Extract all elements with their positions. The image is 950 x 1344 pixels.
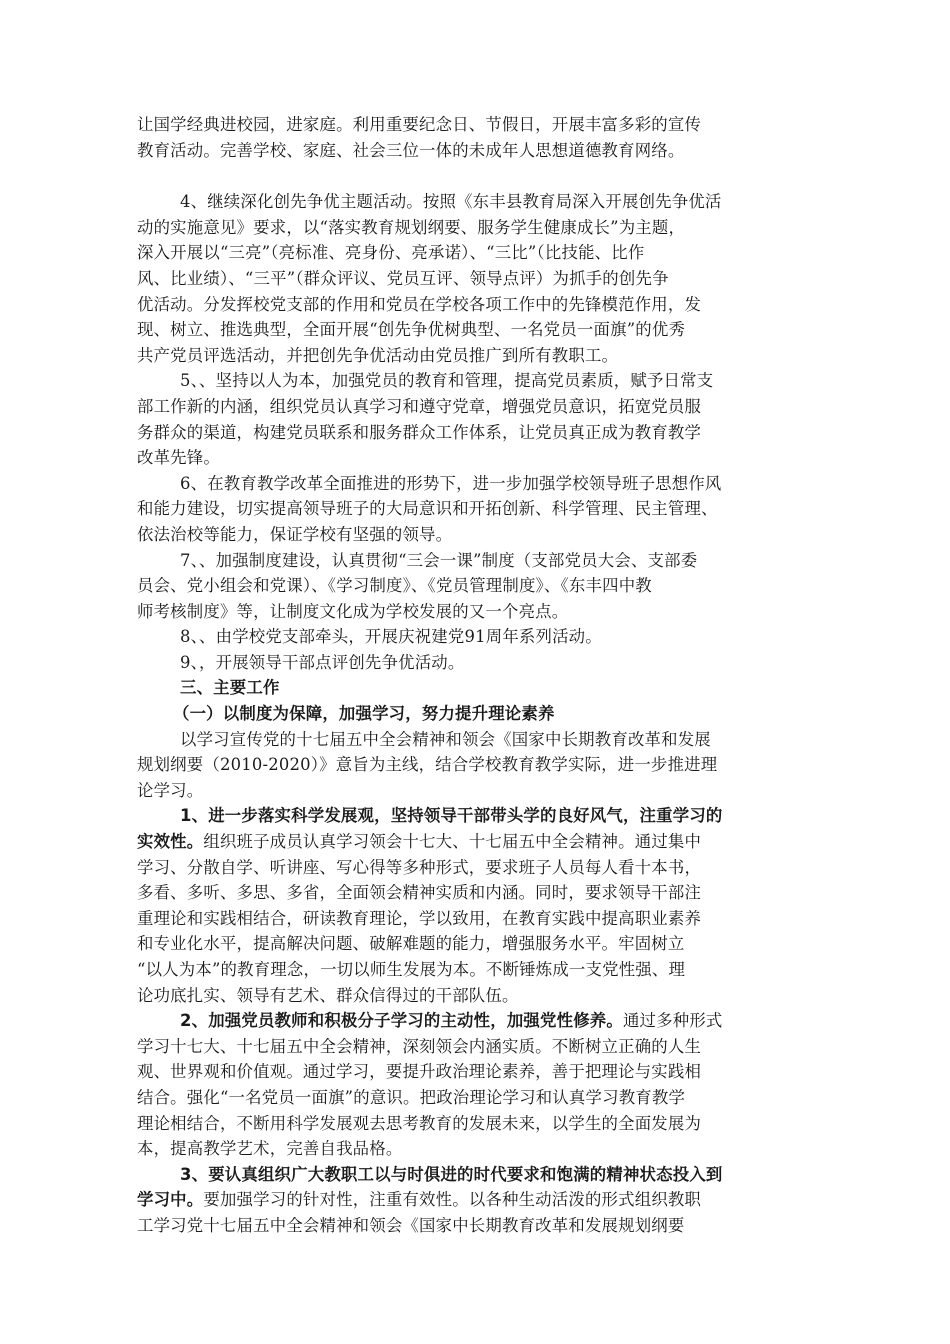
point-2-line: 观、世界观和价值观。通过学习，要提升政治理论素养，善于把理论与实践相 <box>137 1062 702 1082</box>
intro-line: 规划纲要（2010-2020）》意旨为主线，结合学校教育教学实际，进一步推进理 <box>137 755 718 775</box>
item-4-line: 共产党员评选活动，并把创先争优活动由党员推广到所有教职工。 <box>137 345 619 365</box>
point-3-heading: 3、要认真组织广大教职工以与时俱进的时代要求和饱满的精神状态投入到 <box>180 1164 723 1184</box>
paragraph-line: 教育活动。完善学校、家庭、社会三位一体的未成年人思想道德教育网络。 <box>137 140 685 160</box>
item-6-line: 依法治校等能力，保证学校有坚强的领导。 <box>137 524 453 544</box>
point-1-line: 学习、分散自学、听讲座、写心得等多种形式，要求班子人员每人看十本书， <box>137 857 702 877</box>
item-7-line: 师考核制度》等，让制度文化成为学校发展的又一个亮点。 <box>137 601 569 621</box>
point-2-line: 理论相结合，不断用科学发展观去思考教育的发展未来，以学生的全面发展为 <box>137 1113 702 1133</box>
point-1-line <box>137 829 827 855</box>
point-2-heading: 2、加强党员教师和积极分子学习的主动性，加强党性修养。 <box>180 1011 623 1031</box>
item-4-line: 4、继续深化创先争优主题活动。按照《东丰县教育局深入开展创先争优活 <box>180 192 722 212</box>
section-heading: 三、主要工作 <box>180 678 280 698</box>
item-6-line: 和能力建设，切实提高领导班子的大局意识和开拓创新、科学管理、民主管理、 <box>137 499 718 519</box>
item-4-line: 动的实施意见》要求，以“落实教育规划纲要、服务学生健康成长”为主题， <box>137 217 686 237</box>
item-5-line: 务群众的渠道，构建党员联系和服务群众工作体系，让党员真正成为教育教学 <box>137 422 702 442</box>
item-8-line: 8、、由学校党支部牵头，开展庆祝建党91周年系列活动。 <box>180 627 602 647</box>
paragraph-line: 让国学经典进校园，进家庭。利用重要纪念日、节假日，开展丰富多彩的宣传 <box>137 115 702 134</box>
item-6-line: 6、在教育教学改革全面推进的形势下，进一步加强学校领导班子思想作风 <box>180 473 722 493</box>
intro-line: 以学习宣传党的十七届五中全会精神和领会《国家中长期教育改革和发展 <box>180 729 711 749</box>
point-3-heading-tail: 学习中。 <box>137 1190 204 1210</box>
point-1-line: 论功底扎实、领导有艺术、群众信得过的干部队伍。 <box>137 985 519 1005</box>
point-1-heading: 1、进一步落实科学发展观，坚持领导干部带头学的良好风气，注重学习的 <box>180 806 723 826</box>
point-3-line <box>137 1187 827 1213</box>
intro-line: 论学习。 <box>137 780 204 800</box>
point-1-text: 组织班子成员认真学习领会十七大、十七届五中全会精神。通过集中 <box>203 832 702 852</box>
paragraph-gap <box>137 163 827 189</box>
item-5-line: 5、、坚持以人为本，加强党员的教育和管理，提高党员素质，赋予日常支 <box>180 371 714 391</box>
point-3-text: 要加强学习的针对性，注重有效性。以各种生动活泼的形式组织教职 <box>203 1190 702 1210</box>
subsection-heading: （一）以制度为保障，加强学习，努力提升理论素养 <box>173 704 555 724</box>
item-4-line: 深入开展以“三亮”（亮标准、亮身份、亮承诺）、“三比”（比技能、比作 <box>137 243 645 263</box>
point-1-heading-tail: 实效性。 <box>137 832 204 852</box>
item-4-line: 现、树立、推选典型，全面开展“创先争优树典型、一名党员一面旗”的优秀 <box>137 320 686 340</box>
item-7-line: 7、、加强制度建设，认真贯彻“三会一课”制度（支部党员大会、支部委 <box>180 550 698 570</box>
item-9-line: 9、，开展领导干部点评创先争优活动。 <box>180 652 465 672</box>
point-2-line: 学习十七大、十七届五中全会精神，深刻领会内涵实质。不断树立正确的人生 <box>137 1036 702 1056</box>
point-1-line: 重理论和实践相结合，研读教育理论，学以致用，在教育实践中提高职业素养 <box>137 908 702 928</box>
point-2-text: 通过多种形式 <box>622 1011 723 1031</box>
point-1-line: 和专业化水平，提高解决问题、破解难题的能力，增强服务水平。牢固树立 <box>137 934 685 954</box>
item-4-line: 风、比业绩）、“三平”（群众评议、党员互评、领导点评）为抓手的创先争 <box>137 268 669 288</box>
item-4-line: 优活动。分发挥校党支部的作用和党员在学校各项工作中的先锋模范作用，发 <box>137 294 702 314</box>
document-body <box>137 112 827 1239</box>
item-7-line: 员会、党小组会和党课）、《学习制度》、《党员管理制度》、《东丰四中教 <box>137 576 652 596</box>
point-2-line <box>137 1008 827 1034</box>
point-1-line: 多看、多听、多思、多省，全面领会精神实质和内涵。同时，要求领导干部注 <box>137 883 702 903</box>
item-5-line: 改革先锋。 <box>137 448 220 468</box>
item-5-line: 部工作新的内涵，组织党员认真学习和遵守党章，增强党员意识，拓宽党员服 <box>137 396 702 416</box>
point-3-line: 工学习党十七届五中全会精神和领会《国家中长期教育改革和发展规划纲要 <box>137 1215 685 1235</box>
point-2-line: 本，提高教学艺术，完善自我品格。 <box>137 1139 403 1159</box>
point-2-line: 结合。强化“一名党员一面旗”的意识。把政治理论学习和认真学习教育教学 <box>137 1087 686 1107</box>
point-1-line: “以人为本”的教育理念，一切以师生发展为本。不断锤炼成一支党性强、理 <box>137 960 686 979</box>
